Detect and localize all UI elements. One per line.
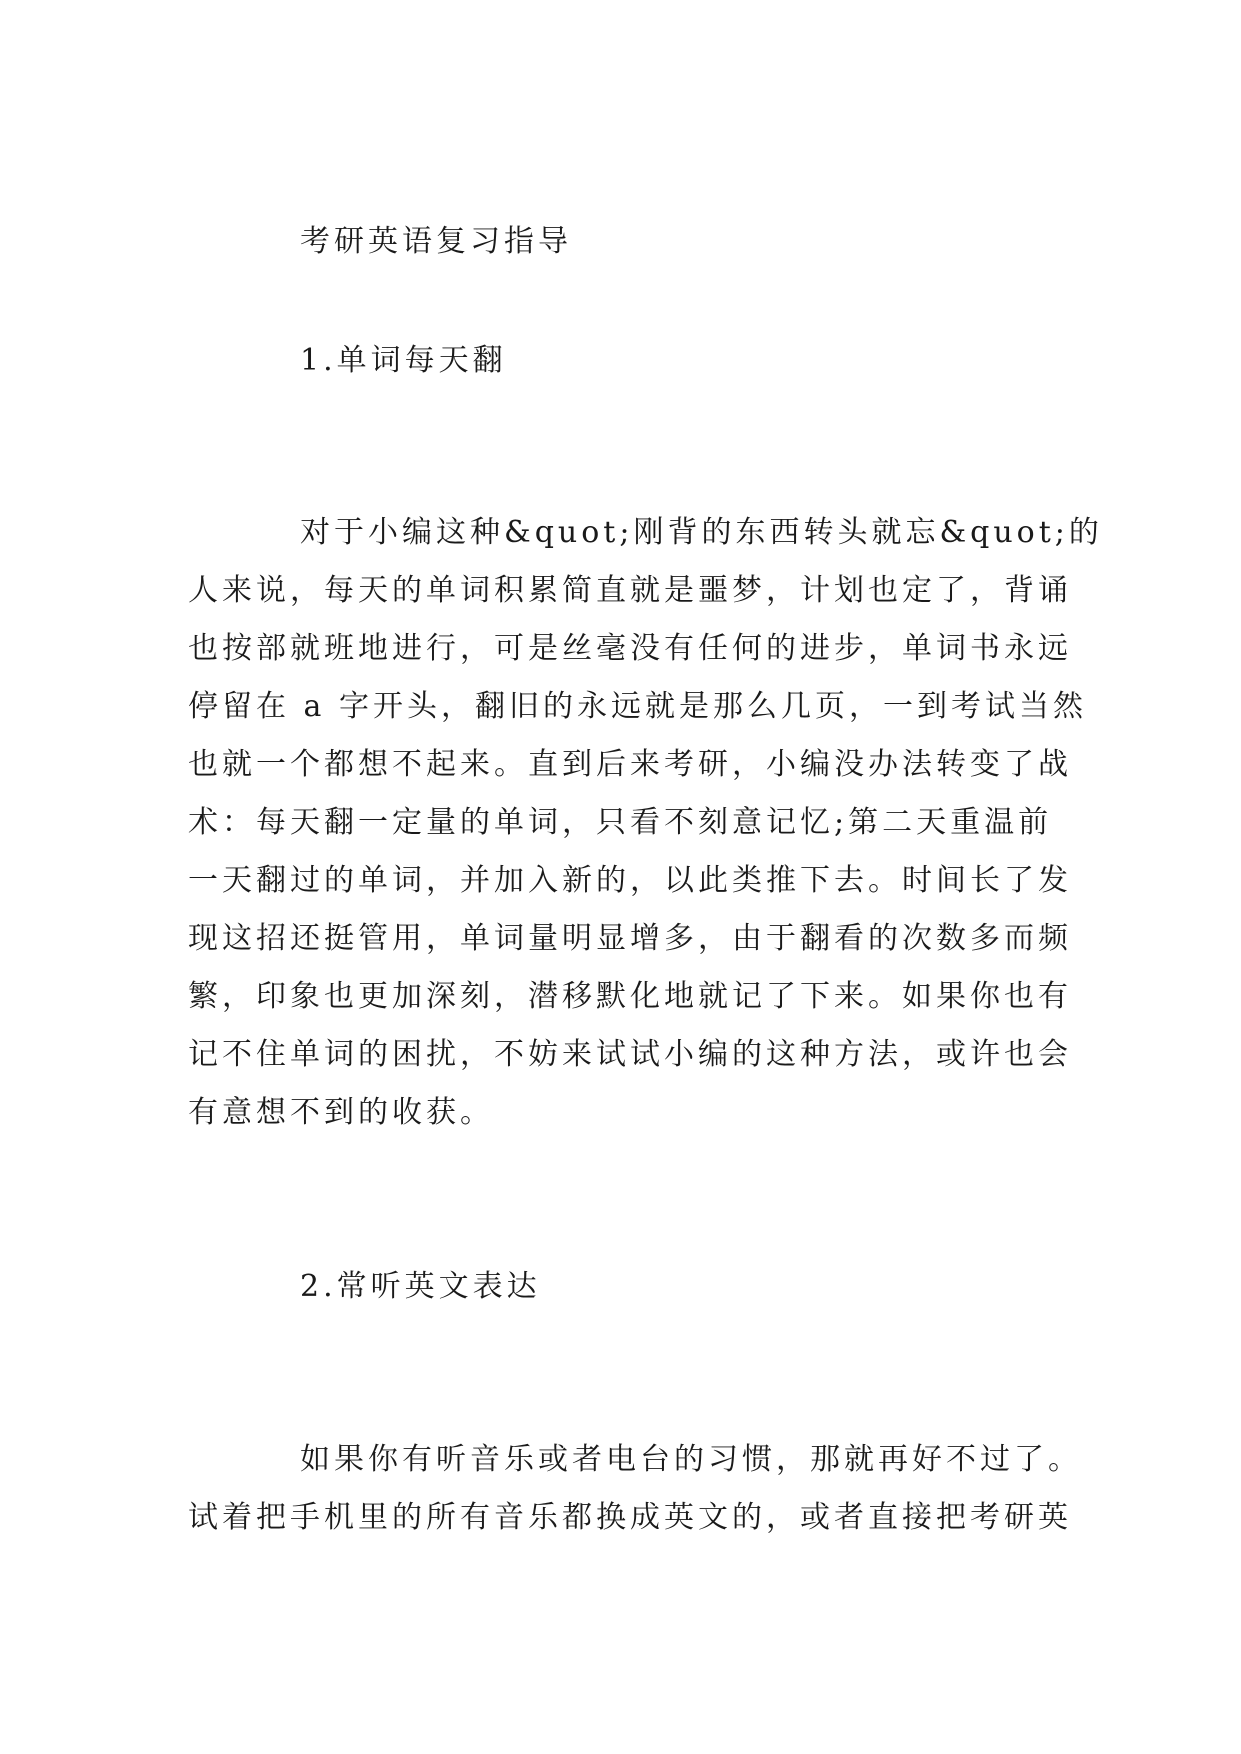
paragraph-line: 有意想不到的收获。 — [188, 1095, 494, 1130]
paragraph-line: 对于小编这种&quot;刚背的东西转头就忘&quot;的 — [300, 515, 1103, 550]
paragraph-line: 记不住单词的困扰，不妨来试试小编的这种方法，或许也会 — [188, 1037, 1072, 1072]
paragraph-line: 也按部就班地进行，可是丝毫没有任何的进步，单词书永远 — [188, 631, 1072, 666]
paragraph-line: 停留在 a 字开头，翻旧的永远就是那么几页，一到考试当然 — [188, 689, 1087, 724]
paragraph-line: 术：每天翻一定量的单词，只看不刻意记忆;第二天重温前 — [188, 805, 1053, 840]
paragraph-line: 人来说，每天的单词积累简直就是噩梦，计划也定了，背诵 — [188, 573, 1072, 608]
section-2-heading: 2.常听英文表达 — [300, 1269, 541, 1304]
paragraph-line: 一天翻过的单词，并加入新的，以此类推下去。时间长了发 — [188, 863, 1072, 898]
document-title: 考研英语复习指导 — [300, 224, 572, 259]
paragraph-line: 现这招还挺管用，单词量明显增多，由于翻看的次数多而频 — [188, 921, 1072, 956]
paragraph-line: 试着把手机里的所有音乐都换成英文的，或者直接把考研英 — [188, 1500, 1072, 1535]
paragraph-line: 如果你有听音乐或者电台的习惯，那就再好不过了。 — [300, 1442, 1082, 1477]
section-1-heading: 1.单词每天翻 — [300, 343, 507, 378]
paragraph-line: 也就一个都想不起来。直到后来考研，小编没办法转变了战 — [188, 747, 1072, 782]
paragraph-line: 繁，印象也更加深刻，潜移默化地就记了下来。如果你也有 — [188, 979, 1072, 1014]
